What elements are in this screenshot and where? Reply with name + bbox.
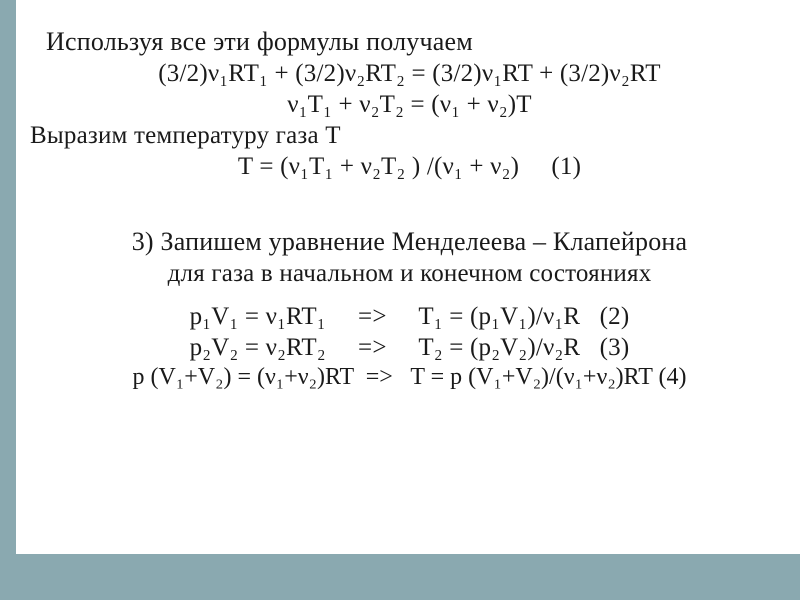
- formula-line-energy-balance: (3/2)ν₁RT₁ + (3/2)ν₂RT₂ = (3/2)ν₁RT + (3/2)ν₂RT: [158, 60, 661, 88]
- formula-line-temperature-sum: ν₁T₁ + ν₂T₂ = (ν₁ + ν₂)T: [287, 91, 532, 119]
- bottom-accent-bar: [16, 554, 800, 600]
- formula-line-1: T = (ν₁T₁ + ν₂T₂ ) /(ν₁ + ν₂) (1): [237, 153, 582, 181]
- vertical-spacer: [16, 182, 800, 226]
- formula-line-4: p (V₁+V₂) = (ν₁+ν₂)RT => T = p (V₁+V₂)/(ν₁+ν₂)RT (4): [132, 364, 687, 391]
- formula-block-bottom: [16, 226, 800, 393]
- vertical-spacer-small: [16, 289, 800, 301]
- slide-content: [16, 0, 800, 551]
- formula-line-2: p₁V₁ = ν₁RT₁ => T₁ = (p₁V₁)/ν₁R (2): [189, 303, 630, 331]
- text-line-clapeyron-intro-2: для газа в начальном и конечном состояниях: [167, 260, 652, 288]
- formula-line-3: p₂V₂ = ν₂RT₂ => T₂ = (p₂V₂)/ν₂R (3): [189, 334, 630, 362]
- left-accent-bar: [8, 0, 16, 600]
- text-line-intro: Используя все эти формулы получаем: [46, 27, 473, 56]
- text-line-express-temperature: Выразим температуру газа T: [30, 122, 341, 150]
- text-line-clapeyron-intro: 3) Запишем уравнение Менделеева – Клапейрона: [131, 227, 688, 257]
- formula-block-top: [16, 0, 800, 182]
